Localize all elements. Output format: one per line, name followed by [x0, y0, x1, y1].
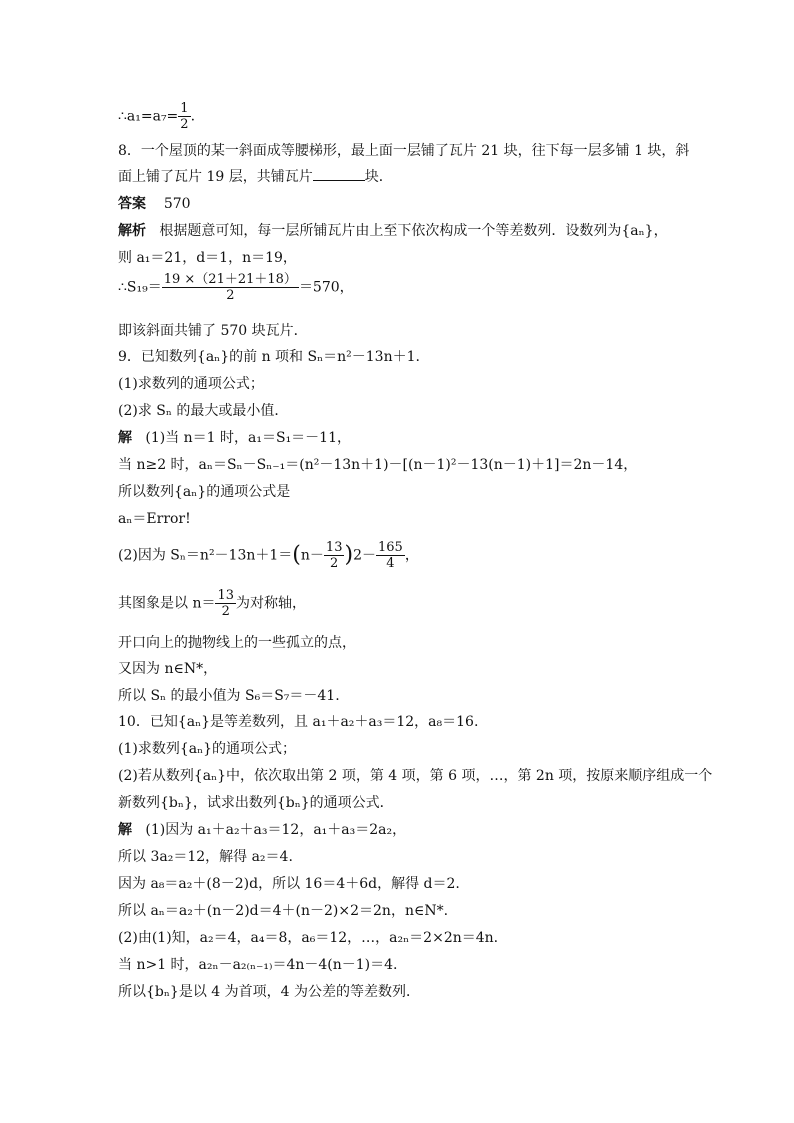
solution-9-line-9: 所以 Sₙ 的最小值为 S₆＝S₇＝－41.: [118, 688, 340, 704]
question-8-line-1: 8．一个屋顶的某一斜面成等腰梯形，最上面一层铺了瓦片 21 块，往下每一层多铺 1 块，斜: [118, 143, 690, 159]
fraction-s19: $\frac{19 \times(21+21+18)}{2}$: [163, 272, 297, 303]
solution-9-line-5: (2)因为 Sₙ＝n²－13n＋1＝(n－ $\frac{13}{2}$ )2－ $\frac{165}{4}$ ，: [118, 540, 419, 571]
solution-9-line-4: aₙ＝Error!: [118, 511, 191, 527]
explanation-line-2: 则 a₁＝21，d＝1，n＝19，: [118, 250, 297, 266]
explanation-line-4: 即该斜面共铺了 570 块瓦片．: [118, 323, 308, 339]
question-10-part-1: (1)求数列{aₙ}的通项公式；: [118, 741, 297, 757]
solution-10-line-7: 所以{bₙ}是以 4 为首项，4 为公差的等差数列．: [118, 984, 420, 1000]
solution-9-line-2: 当 n≥2 时，aₙ＝Sₙ－Sₙ₋₁＝(n²－13n＋1)－[(n－1)²－13(n－1)＋1]＝2n－14，: [118, 457, 638, 473]
question-9-part-2: (2)求 Sₙ 的最大或最小值．: [118, 403, 289, 419]
explanation-line-1: 解析 根据题意可知，每一层所铺瓦片由上至下依次构成一个等差数列．设数列为{aₙ}，: [118, 223, 668, 239]
solution-9-line-7: 开口向上的抛物线上的一些孤立的点，: [118, 635, 356, 651]
solution-9-line-3: 所以数列{aₙ}的通项公式是: [118, 484, 291, 500]
answer-value: 570: [163, 196, 191, 212]
explanation-line-3: ∴S₁₉＝ $\frac{19 \times(21+21+18)}{2}$ ＝570，: [118, 272, 354, 303]
solution-9-line-8: 又因为 n∈N*，: [118, 661, 218, 677]
question-10-part-2-line-2: 新数列{bₙ}，试求出数列{bₙ}的通项公式．: [118, 795, 394, 811]
solution-10-line-6: 当 n>1 时，a₂ₙ－a₂₍ₙ₋₁₎＝4n－4(n－1)＝4.: [118, 957, 398, 973]
solution-9-line-1: 解 (1)当 n＝1 时，a₁＝S₁＝－11，: [118, 430, 351, 446]
fraction-axis: $\frac{13}{2}$: [217, 588, 235, 619]
solution-10-line-1: 解 (1)因为 a₁＋a₂＋a₃＝12，a₁＋a₃＝2a₂，: [118, 822, 407, 838]
solution-10-line-5: (2)由(1)知，a₂＝4，a₄＝8，a₆＝12，…，a₂ₙ＝2×2n＝4n.: [118, 930, 499, 946]
solution-label: 解: [118, 822, 132, 838]
question-8-line-2: 面上铺了瓦片 19 层，共铺瓦片 块．: [118, 169, 393, 185]
answer-blank: [313, 168, 365, 181]
question-10: 10．已知{aₙ}是等差数列，且 a₁＋a₂＋a₃＝12，a₈＝16.: [118, 714, 479, 730]
question-9-part-1: (1)求数列的通项公式；: [118, 376, 264, 392]
answer-label: 答案: [118, 196, 146, 212]
fraction-165-over-4: $\frac{165}{4}$: [377, 540, 403, 571]
line-a1-equals-a7: ∴a₁=a₇= $\frac{1}{2}$ .: [118, 101, 196, 132]
answer-line: [118, 195, 191, 213]
question-10-part-2-line-1: (2)若从数列{aₙ}中，依次取出第 2 项，第 4 项，第 6 项，…，第 2n 项，按原来顺序组成一个: [118, 768, 713, 784]
solution-10-line-2: 所以 3a₂＝12，解得 a₂＝4.: [118, 849, 293, 865]
solution-10-line-4: 所以 aₙ＝a₂＋(n－2)d＝4＋(n－2)×2＝2n，n∈N*.: [118, 903, 449, 919]
fraction-one-half: $\frac{1}{2}$: [180, 101, 189, 132]
solution-label: 解: [118, 430, 132, 446]
fraction-13-over-2: $\frac{13}{2}$: [325, 540, 343, 571]
solution-10-line-3: 因为 a₈＝a₂＋(8－2)d，所以 16＝4＋6d，解得 d＝2.: [118, 876, 460, 892]
solution-9-line-6: 其图象是以 n＝ $\frac{13}{2}$ 为对称轴，: [118, 588, 307, 619]
explanation-label: 解析: [118, 223, 146, 239]
question-9: 9．已知数列{aₙ}的前 n 项和 Sₙ＝n²－13n＋1.: [118, 349, 420, 365]
